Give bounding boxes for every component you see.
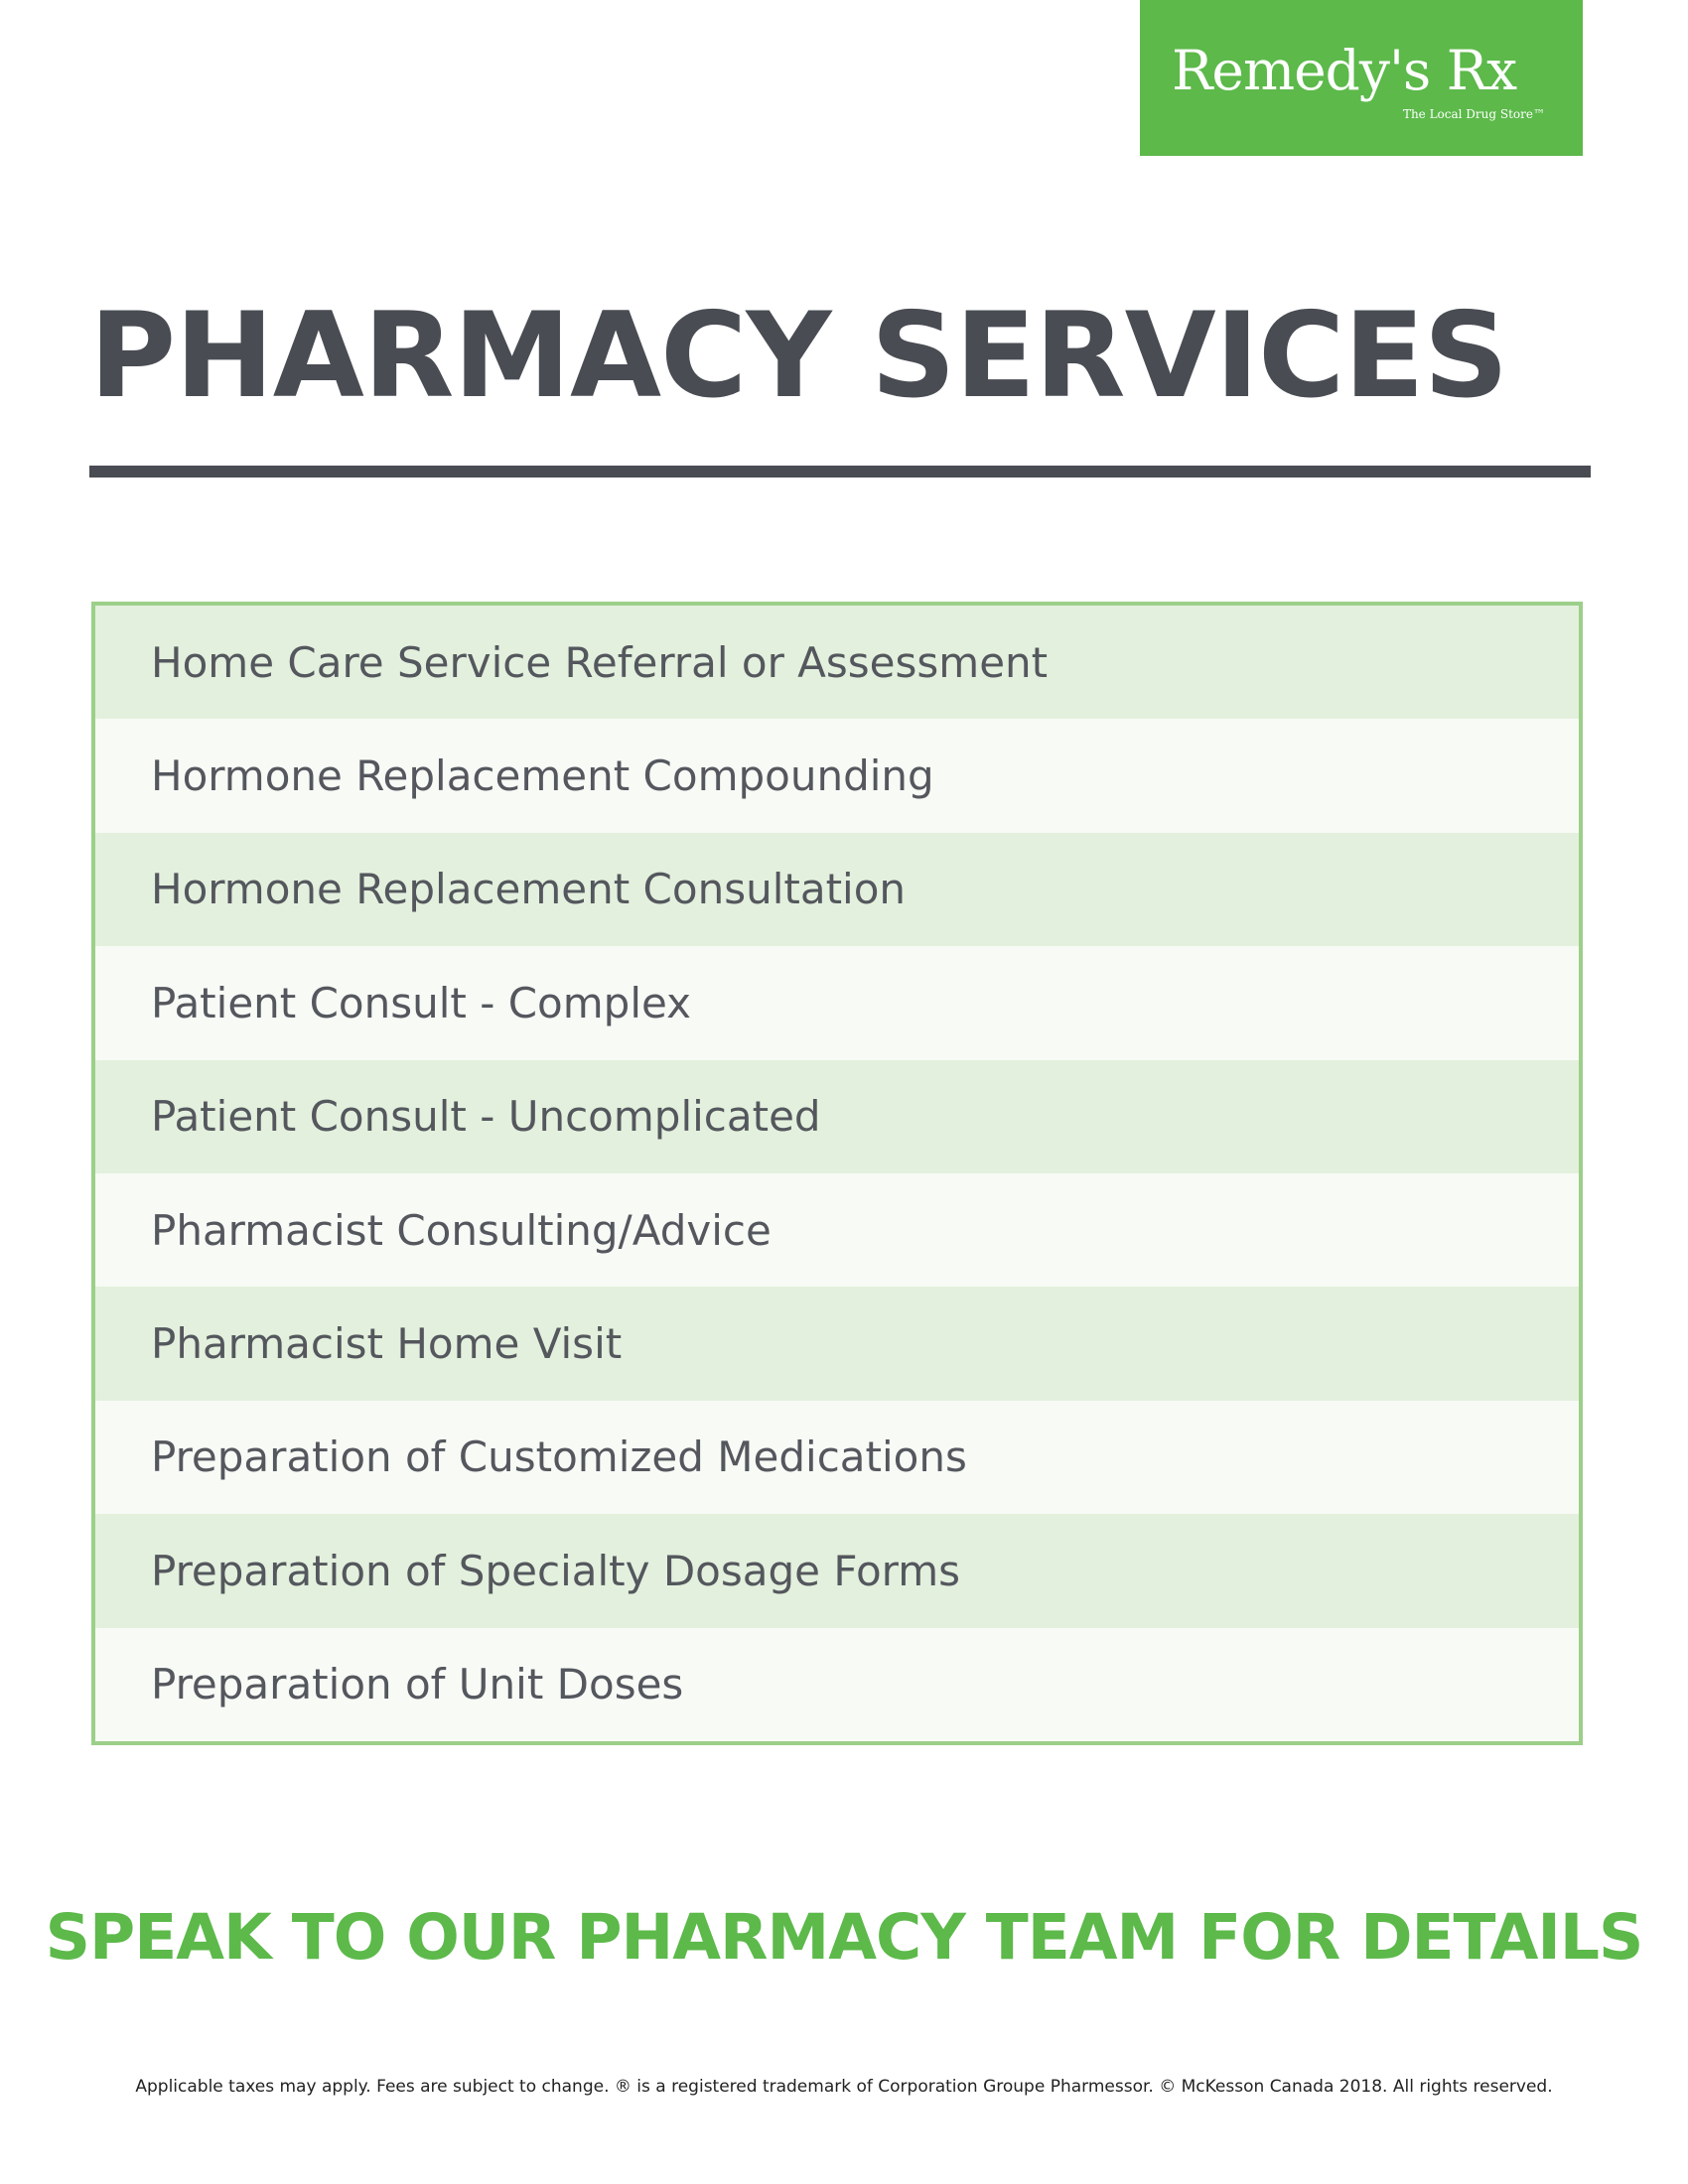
services-list	[91, 602, 1583, 1745]
service-label: Pharmacist Consulting/Advice	[151, 1205, 772, 1255]
legal-footer: Applicable taxes may apply. Fees are subject to change. ® is a registered trademark of Corporation Groupe Pharmessor. © McKesson Canada 2018. All rights reserved.	[135, 2077, 1553, 2097]
service-label: Preparation of Specialty Dosage Forms	[151, 1546, 961, 1595]
service-row	[95, 1514, 1579, 1627]
service-label: Hormone Replacement Consultation	[151, 865, 907, 914]
brand-logo	[1140, 0, 1583, 156]
service-label: Home Care Service Referral or Assessment	[151, 637, 1049, 687]
service-label: Pharmacist Home Visit	[151, 1319, 623, 1369]
title-divider	[89, 466, 1591, 478]
service-row	[95, 1173, 1579, 1287]
service-label: Preparation of Unit Doses	[151, 1660, 684, 1709]
service-row	[95, 833, 1579, 946]
service-row	[95, 719, 1579, 832]
service-row	[95, 606, 1579, 719]
page-title: PHARMACY SERVICES	[89, 288, 1508, 425]
service-label: Patient Consult - Uncomplicated	[151, 1092, 821, 1142]
service-row	[95, 1060, 1579, 1173]
service-row	[95, 1287, 1579, 1400]
service-row	[95, 1628, 1579, 1741]
service-label: Patient Consult - Complex	[151, 978, 691, 1027]
service-label: Hormone Replacement Compounding	[151, 751, 934, 801]
service-row	[95, 946, 1579, 1059]
service-row	[95, 1401, 1579, 1514]
logo-tagline: The Local Drug Store™	[1402, 107, 1545, 121]
service-label: Preparation of Customized Medications	[151, 1433, 967, 1482]
call-to-action: SPEAK TO OUR PHARMACY TEAM FOR DETAILS	[45, 1901, 1643, 1974]
logo-name: Remedy's Rx	[1172, 39, 1517, 102]
